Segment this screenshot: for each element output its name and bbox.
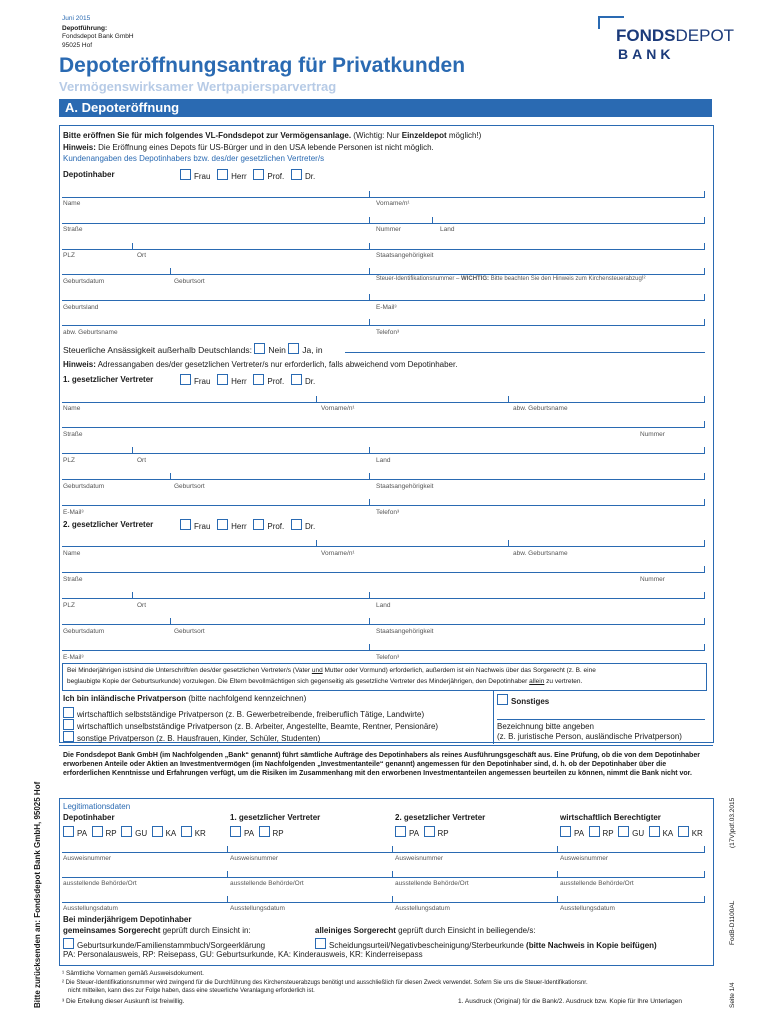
owner-taxid-field[interactable]: Steuer-Identifikationsnummer – WICHTIG: Bitte beachten Sie den Hinweis zum Kirchensteuerabzug!² xyxy=(376,276,646,282)
other-hint-2: (z. B. juristische Person, ausländische Privatperson) xyxy=(497,732,682,741)
owner-country-field[interactable]: Land xyxy=(440,226,455,233)
ben-issue-date-field[interactable]: Ausstellungsdatum xyxy=(560,905,615,912)
rep2-street-field[interactable]: Straße xyxy=(63,576,83,583)
rep1-checkbox-frau[interactable]: Frau xyxy=(180,377,210,386)
ben-doc-pa[interactable]: PA xyxy=(560,829,584,838)
owner-street-field[interactable]: Straße xyxy=(63,226,83,233)
legit-rep2-docs xyxy=(395,826,449,838)
private-opt-employed[interactable]: wirtschaftlich unselbstständige Privatperson (z. B. Arbeiter, Angestellte, Beamte, Rentner, Pensionäre) xyxy=(63,719,438,731)
page-number: Seite 1/4 xyxy=(729,982,736,1008)
legit-owner-docs xyxy=(63,826,206,838)
company-city: 95025 Hof xyxy=(62,42,92,49)
rep2-nationality-field[interactable]: Staatsangehörigkeit xyxy=(376,628,434,635)
owner-email-field[interactable]: E-Mail³ xyxy=(376,304,397,311)
rep1-title-options xyxy=(180,374,315,386)
private-opt-self-employed[interactable]: wirtschaftlich selbstständige Privatperson (z. B. Gewerbetreibende, freiberuflich Tätige, Landwirte) xyxy=(63,707,424,719)
owner-maidenname-field[interactable]: abw. Geburtsname xyxy=(63,329,118,336)
rep1-country-field[interactable]: Land xyxy=(376,457,391,464)
owner-city-field[interactable]: Ort xyxy=(137,252,147,259)
ben-doc-ka[interactable]: KA xyxy=(649,829,674,838)
section-a-header: A. Depoteröffnung xyxy=(59,99,712,117)
legit-beneficial-docs xyxy=(560,826,703,838)
rep2-phone-field[interactable]: Telefon³ xyxy=(376,654,400,661)
rep1-birthdate-field[interactable]: Geburtsdatum xyxy=(63,483,105,490)
other-hint-1: Bezeichnung bitte angeben xyxy=(497,722,594,731)
ben-doc-gu[interactable]: GU xyxy=(618,829,644,838)
checkbox-dr[interactable]: Dr. xyxy=(291,172,315,181)
checkbox-joint-custody-doc[interactable]: Geburtsurkunde/Familienstammbuch/Sorgeerklärung xyxy=(63,938,265,950)
rep2-number-field[interactable]: Nummer xyxy=(640,576,665,583)
sole-custody-label: alleiniges Sorgerecht geprüft durch Einsicht in beiliegende/s: xyxy=(315,926,536,935)
owner-title-options xyxy=(180,169,315,181)
rep1-zip-field[interactable]: PLZ xyxy=(63,457,75,464)
hint-label: Hinweis: xyxy=(63,143,96,152)
rep2-doc-pa[interactable]: PA xyxy=(395,829,419,838)
rep1-id-number-field[interactable]: Ausweisnummer xyxy=(230,855,279,862)
private-opt-other-private[interactable]: sonstige Privatperson (z. B. Hausfrauen, Kinder, Schüler, Studenten) xyxy=(63,731,320,743)
logo-word-fonds: FONDS xyxy=(616,26,676,45)
logo-word-depot: DEPOT xyxy=(675,26,735,45)
rep1-authority-field[interactable]: ausstellende Behörde/Ort xyxy=(230,880,304,887)
legit-col-rep2-title: 2. gesetzlicher Vertreter xyxy=(395,813,486,822)
form-id-label: FodB-D1100AL xyxy=(729,900,736,945)
owner-firstname-field[interactable]: Vorname/n¹ xyxy=(376,200,410,207)
ben-authority-field[interactable]: ausstellende Behörde/Ort xyxy=(560,880,634,887)
owner-nationality-field[interactable]: Staatsangehörigkeit xyxy=(376,252,434,259)
rep1-issue-date-field[interactable]: Ausstellungsdatum xyxy=(230,905,285,912)
rep2-firstname-field[interactable]: Vorname/n¹ xyxy=(321,550,355,557)
rep1-maidenname-field[interactable]: abw. Geburtsname xyxy=(513,405,568,412)
owner-doc-rp[interactable]: RP xyxy=(92,829,117,838)
checkbox-frau[interactable]: Frau xyxy=(180,172,210,181)
private-person-heading: Ich bin inländische Privatperson (bitte nachfolgend kennzeichnen) xyxy=(63,694,307,703)
owner-id-number-field[interactable]: Ausweisnummer xyxy=(63,855,112,862)
footnote-1: ¹ Sämtliche Vornamen gemäß Ausweisdokument. xyxy=(62,970,204,977)
owner-number-field[interactable]: Nummer xyxy=(376,226,401,233)
owner-birthdate-field[interactable]: Geburtsdatum xyxy=(63,278,105,285)
rep2-name-field[interactable]: Name xyxy=(63,550,81,557)
rep1-phone-field[interactable]: Telefon³ xyxy=(376,509,400,516)
owner-doc-ka[interactable]: KA xyxy=(152,829,177,838)
owner-zip-field[interactable]: PLZ xyxy=(63,252,75,259)
rep2-id-number-field[interactable]: Ausweisnummer xyxy=(395,855,444,862)
intro-note-pre: (Wichtig: Nur xyxy=(353,131,400,140)
date-label: Juni 2015 xyxy=(62,15,91,22)
rep2-doc-rp[interactable]: RP xyxy=(424,829,449,838)
rep2-checkbox-prof[interactable]: Prof. xyxy=(253,522,284,531)
owner-label: Depotinhaber xyxy=(63,170,115,179)
rep2-birthdate-field[interactable]: Geburtsdatum xyxy=(63,628,105,635)
minors-note-line1: Bei Minderjährigen ist/sind die Unterschrift/en des/der gesetzlichen Vertreter/s (Vater und Mutter oder Vormund) erforderlich, außerdem ist ein Nachweis über das Sorgerecht (z. B. eine xyxy=(67,667,596,674)
legit-col-beneficial-title: wirtschaftlich Berechtigter xyxy=(560,813,661,822)
rep1-email-field[interactable]: E-Mail³ xyxy=(63,509,84,516)
legit-col-owner-title: Depotinhaber xyxy=(63,813,115,822)
rep2-email-field[interactable]: E-Mail³ xyxy=(63,654,84,661)
copies-note: 1. Ausdruck (Original) für die Bank/2. Ausdruck bzw. Kopie für Ihre Unterlagen xyxy=(458,998,683,1005)
owner-doc-pa[interactable]: PA xyxy=(63,829,87,838)
tax-residence-row xyxy=(63,343,323,355)
rep1-city-field[interactable]: Ort xyxy=(137,457,147,464)
page-subtitle: Vermögenswirksamer Wertpapiersparvertrag xyxy=(59,79,337,94)
logo-word-bank: BANK xyxy=(618,46,675,62)
rep1-checkbox-herr[interactable]: Herr xyxy=(217,377,247,386)
owner-doc-gu[interactable]: GU xyxy=(121,829,147,838)
rep1-doc-rp[interactable]: RP xyxy=(259,829,284,838)
rep2-country-field[interactable]: Land xyxy=(376,602,391,609)
rep1-label: 1. gesetzlicher Vertreter xyxy=(63,375,154,384)
intro-bold: Bitte eröffnen Sie für mich folgendes VL-Fondsdepot zur Vermögensanlage. xyxy=(63,131,352,140)
intro-line xyxy=(63,131,481,140)
rep2-authority-field[interactable]: ausstellende Behörde/Ort xyxy=(395,880,469,887)
ben-doc-kr[interactable]: KR xyxy=(678,829,703,838)
footnote-3: ³ Die Erteilung dieser Auskunft ist freiwillig. xyxy=(62,998,185,1005)
rep1-name-field[interactable]: Name xyxy=(63,405,81,412)
rep2-checkbox-frau[interactable]: Frau xyxy=(180,522,210,531)
owner-doc-kr[interactable]: KR xyxy=(181,829,206,838)
rep2-title-options xyxy=(180,519,315,531)
delivery-label: Depotführung: xyxy=(62,25,108,32)
page-title: Depoteröffnungsantrag für Privatkunden xyxy=(59,54,466,77)
minor-owner-heading: Bei minderjährigem Depotinhaber xyxy=(63,915,192,924)
checkbox-tax-yes[interactable]: Ja, in xyxy=(288,345,322,355)
rep2-checkbox-dr[interactable]: Dr. xyxy=(291,522,315,531)
rep1-nationality-field[interactable]: Staatsangehörigkeit xyxy=(376,483,434,490)
owner-issue-date-field[interactable]: Ausstellungsdatum xyxy=(63,905,118,912)
rep2-birthplace-field[interactable]: Geburtsort xyxy=(174,628,205,635)
footnote-2a: ² Die Steuer-Identifikationsnummer wird zwingend für die Durchführung des Kirchensteuerabzugs benötigt und ausschließlich für diesen Zweck verwendet. Sofern Sie uns die Steuer-Identifikationsnr. xyxy=(62,980,588,986)
checkbox-tax-no[interactable]: Nein xyxy=(254,345,285,355)
rep1-street-field[interactable]: Straße xyxy=(63,431,83,438)
rep2-zip-field[interactable]: PLZ xyxy=(63,602,75,609)
tax-residence-label: Steuerliche Ansässigkeit außerhalb Deutschlands: xyxy=(63,345,252,355)
rep1-firstname-field[interactable]: Vorname/n¹ xyxy=(321,405,355,412)
legit-rep1-docs xyxy=(230,826,284,838)
rep1-doc-pa[interactable]: PA xyxy=(230,829,254,838)
hint-line xyxy=(63,143,434,152)
customer-heading: Kundenangaben des Depotinhabers bzw. des/der gesetzlichen Vertreter/s xyxy=(63,154,325,163)
legitimation-heading: Legitimationsdaten xyxy=(63,802,131,811)
intro-note-bold: Einzeldepot xyxy=(401,131,447,140)
rep1-number-field[interactable]: Nummer xyxy=(640,431,665,438)
checkbox-sole-custody-doc[interactable]: Scheidungsurteil/Negativbescheinigung/Sterbeurkunde (bitte Nachweis in Kopie beifügen) xyxy=(315,938,657,950)
owner-birthcountry-field[interactable]: Geburtsland xyxy=(63,304,99,311)
rep1-checkbox-dr[interactable]: Dr. xyxy=(291,377,315,386)
checkbox-other[interactable]: Sonstiges xyxy=(497,694,549,706)
joint-custody-label: gemeinsames Sorgerecht geprüft durch Einsicht in: xyxy=(63,926,251,935)
doc-abbreviations: PA: Personalausweis, RP: Reisepass, GU: Geburtsurkunde, KA: Kinderausweis, KR: Kinderreisepass xyxy=(63,950,423,959)
checkbox-herr[interactable]: Herr xyxy=(217,172,247,181)
checkbox-prof[interactable]: Prof. xyxy=(253,172,284,181)
bank-statement: Die Fondsdepot Bank GmbH (im Nachfolgenden „Bank“ genannt) führt sämtliche Aufträge des Depotinhabers als reines Ausführungsgeschäft aus. Eine Prüfung, ob die von dem Depotinhaber erworbenen Anteile oder Aktien an Investmentvermögen (im Nachfolgenden „Investmentanteile“ genannt) angemessen für den Depotinhaber sind, d. h. ob der Depotinhaber über die erforderlichen Kenntnisse und Erfahrungen verfügt, um die Risiken im Zusammenhang mit den erworbenen Investmentanteilen angemessen beurteilen zu können, nimmt die Bank nicht vor. xyxy=(63,752,700,778)
hint-text: Die Eröffnung eines Depots für US-Bürger und in den USA lebende Personen ist nicht möglich. xyxy=(98,143,434,152)
hint2-line: Hinweis: Adressangaben des/der gesetzlichen Vertreter/s nur erforderlich, falls abweichend vom Depotinhaber. xyxy=(63,360,458,369)
rep2-city-field[interactable]: Ort xyxy=(137,602,147,609)
bank-logo xyxy=(598,16,748,66)
owner-name-field[interactable]: Name xyxy=(63,200,81,207)
return-address: Bitte zurücksenden an: Fondsdepot Bank GmbH, 95025 Hof xyxy=(33,781,42,1008)
owner-phone-field[interactable]: Telefon³ xyxy=(376,329,400,336)
company-name: Fondsdepot Bank GmbH xyxy=(62,33,134,40)
rep1-checkbox-prof[interactable]: Prof. xyxy=(253,377,284,386)
minors-note-line2: beglaubigte Kopie der Geburtsurkunde) vorzulegen. Die Eltern bevollmächtigen sich gegenseitig als gesetzliche Vertreter des Minderjährigen, den Depotinhaber allein zu vertreten. xyxy=(67,678,583,685)
footnote-2b: nicht mitteilen, kann dies zur Folge haben, dass eine steuerliche Veranlagung erforderlich ist. xyxy=(68,988,315,994)
rep2-issue-date-field[interactable]: Ausstellungsdatum xyxy=(395,905,450,912)
intro-note-post: möglich!) xyxy=(448,131,482,140)
ben-id-number-field[interactable]: Ausweisnummer xyxy=(560,855,609,862)
rep2-label: 2. gesetzlicher Vertreter xyxy=(63,520,154,529)
owner-birthplace-field[interactable]: Geburtsort xyxy=(174,278,205,285)
rep1-birthplace-field[interactable]: Geburtsort xyxy=(174,483,205,490)
owner-authority-field[interactable]: ausstellende Behörde/Ort xyxy=(63,880,137,887)
ben-doc-rp[interactable]: RP xyxy=(589,829,614,838)
rep2-checkbox-herr[interactable]: Herr xyxy=(217,522,247,531)
rep2-maidenname-field[interactable]: abw. Geburtsname xyxy=(513,550,568,557)
version-label: (17V)pdf.03.2015 xyxy=(729,797,736,848)
legit-col-rep1-title: 1. gesetzlicher Vertreter xyxy=(230,813,321,822)
